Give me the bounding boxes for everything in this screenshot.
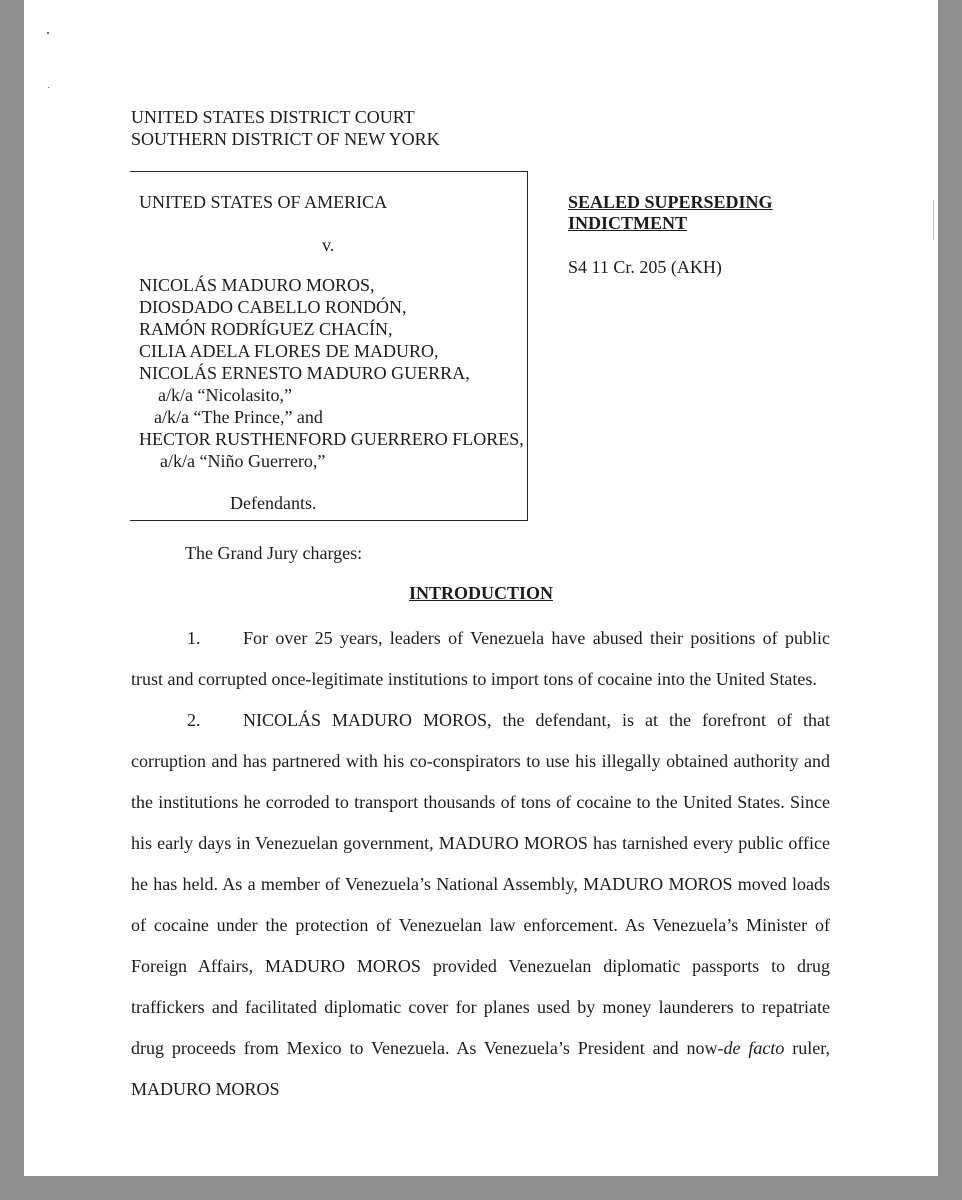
defendant-name: HECTOR RUSTHENFORD GUERRERO FLORES,	[139, 429, 524, 449]
paragraph-text: NICOLÁS MADURO MOROS, the defendant, is at the forefront of that corruption and has partnered with his co-conspirators to use his illegally obtained authority and the institutions he corroded to transport thousands of tons of cocaine to the United States. Since his early days in Venezuelan government, MADURO MOROS has tarnished every public office he has held. As a member of Venezuela’s National Assembly, MADURO MOROS moved loads of cocaine under the protection of Venezuelan law enforcement. As Venezuela’s Minister of Foreign Affairs, MADURO MOROS provided Venezuelan diplomatic passports to drug traffickers and facilitated diplomatic cover for planes used by money launderers to repatriate drug proceeds from Mexico to Venezuela. As Venezuela’s President and now-	[131, 710, 830, 1058]
document-title-line: INDICTMENT	[568, 213, 688, 233]
defendants-label: Defendants.	[230, 493, 317, 513]
paragraph-italic: de facto	[723, 1038, 785, 1058]
scan-margin-line	[933, 200, 934, 240]
court-name: UNITED STATES DISTRICT COURT	[131, 107, 415, 127]
versus-label: v.	[322, 235, 335, 255]
paragraph-number: 2.	[187, 710, 201, 730]
defendant-alias: a/k/a “The Prince,” and	[154, 407, 323, 427]
paragraph-text: ruler, MADURO MOROS	[131, 1038, 830, 1099]
plaintiff-name: UNITED STATES OF AMERICA	[139, 192, 388, 212]
grand-jury-charges: The Grand Jury charges:	[185, 543, 363, 563]
court-header	[131, 106, 440, 150]
document-page	[24, 0, 938, 1176]
section-heading: INTRODUCTION	[408, 583, 554, 603]
paragraph-1	[131, 618, 830, 700]
defendant-name: NICOLÁS MADURO MOROS,	[139, 275, 375, 295]
defendant-alias: a/k/a “Nicolasito,”	[158, 385, 292, 405]
scan-speck	[48, 87, 49, 88]
scan-speck	[47, 32, 49, 34]
defendant-name: RAMÓN RODRÍGUEZ CHACÍN,	[139, 319, 393, 339]
defendant-name: NICOLÁS ERNESTO MADURO GUERRA,	[139, 363, 470, 383]
document-title	[568, 192, 773, 234]
paragraph-text: For over 25 years, leaders of Venezuela have abused their positions of public trust and corrupted once-legitimate institutions to import tons of cocaine into the United States.	[131, 628, 830, 689]
court-district: SOUTHERN DISTRICT OF NEW YORK	[131, 129, 440, 149]
paragraph-2	[131, 700, 830, 1110]
indictment-body	[131, 618, 830, 1110]
defendant-name: CILIA ADELA FLORES DE MADURO,	[139, 341, 439, 361]
document-title-line: SEALED SUPERSEDING	[568, 192, 773, 212]
defendant-alias: a/k/a “Niño Guerrero,”	[160, 451, 326, 471]
paragraph-number: 1.	[187, 628, 201, 648]
docket-number: S4 11 Cr. 205 (AKH)	[568, 257, 722, 277]
defendant-name: DIOSDADO CABELLO RONDÓN,	[139, 297, 407, 317]
